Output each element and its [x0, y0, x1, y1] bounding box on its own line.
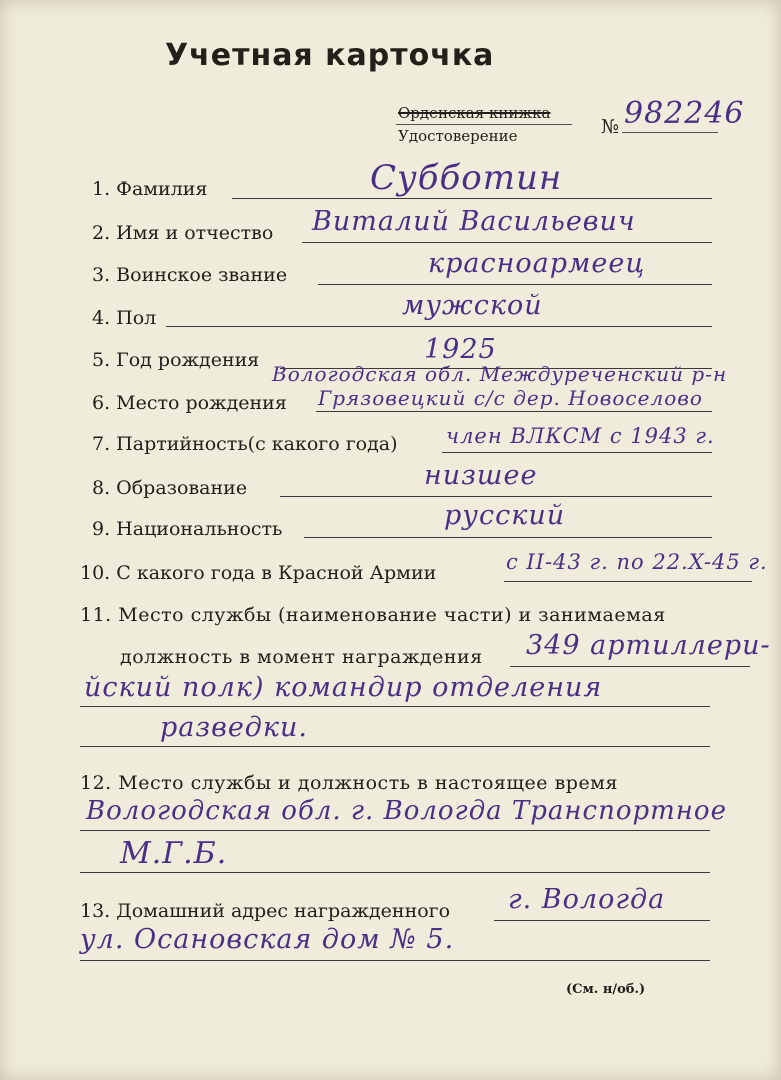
line-sex — [166, 326, 712, 327]
value-surname: Субботин — [370, 158, 563, 198]
field-label-nationality: 9. Национальность — [92, 518, 283, 540]
line-current-service-1 — [80, 830, 710, 831]
field-label-current-service: 12. Место службы и должность в настоящее время — [80, 772, 618, 794]
value-birth-year: 1925 — [424, 334, 497, 365]
field-label-service-place: 11. Место службы (наименование части) и занимаемая — [80, 604, 666, 626]
value-name: Виталий Васильевич — [312, 206, 636, 237]
value-army-year: с II-43 г. по 22.X-45 г. — [506, 550, 768, 574]
line-home-address-1 — [494, 920, 710, 921]
number-sign: № — [601, 116, 619, 138]
line-service-1 — [510, 666, 750, 667]
field-label-education: 8. Образование — [92, 477, 248, 499]
value-sex: мужской — [402, 290, 543, 321]
see-reverse-note: (См. н/об.) — [566, 982, 646, 997]
line-service-2 — [80, 706, 710, 707]
field-label-service-position: должность в момент награждения — [120, 646, 483, 668]
line-name — [302, 242, 712, 243]
value-party: член ВЛКСМ с 1943 г. — [446, 424, 715, 448]
line-birthplace — [316, 411, 712, 412]
line-rank — [318, 284, 712, 285]
number-underline — [622, 132, 718, 133]
field-label-birth-year: 5. Год рождения — [92, 349, 260, 371]
field-label-birthplace: 6. Место рождения — [92, 392, 287, 414]
certificate-label: Удостоверение — [398, 127, 518, 145]
field-label-party: 7. Партийность(с какого года) — [92, 433, 398, 455]
value-current-service-line2: М.Г.Б. — [120, 836, 228, 871]
value-birthplace-line2: Грязовецкий с/с дер. Новоселово — [318, 386, 703, 410]
value-service-line2: йский полк) командир отделения — [84, 672, 603, 703]
crossed-order-book-label: Орденская книжка — [398, 104, 551, 122]
field-label-sex: 4. Пол — [92, 307, 157, 329]
line-party — [442, 452, 712, 453]
line-army-year — [504, 581, 752, 582]
line-surname — [232, 198, 712, 199]
value-education: низшее — [424, 460, 538, 491]
field-label-rank: 3. Воинское звание — [92, 264, 288, 286]
value-nationality: русский — [444, 500, 566, 531]
value-birthplace-line1: Вологодская обл. Междуреченский р-н — [272, 362, 728, 386]
value-service-line3: разведки. — [160, 712, 309, 743]
value-home-address-line2: ул. Осановская дом № 5. — [80, 924, 455, 955]
line-service-3 — [80, 746, 710, 747]
line-education — [280, 496, 712, 497]
line-current-service-2 — [80, 872, 710, 873]
line-nationality — [304, 537, 712, 538]
value-home-address-line1: г. Вологда — [508, 884, 666, 915]
header-divider — [396, 124, 572, 125]
card-number: 982246 — [624, 96, 745, 131]
value-rank: красноармеец — [428, 248, 646, 279]
field-label-surname: 1. Фамилия — [92, 178, 208, 200]
field-label-name: 2. Имя и отчество — [92, 222, 274, 244]
line-home-address-2 — [80, 960, 710, 961]
field-label-home-address: 13. Домашний адрес награжденного — [80, 900, 451, 922]
value-service-line1: 349 артиллери- — [526, 630, 771, 661]
card-title: Учетная карточка — [165, 38, 495, 73]
value-current-service-line1: Вологодская обл. г. Вологда Транспортное — [86, 796, 727, 826]
field-label-army-year: 10. С какого года в Красной Армии — [80, 562, 437, 584]
